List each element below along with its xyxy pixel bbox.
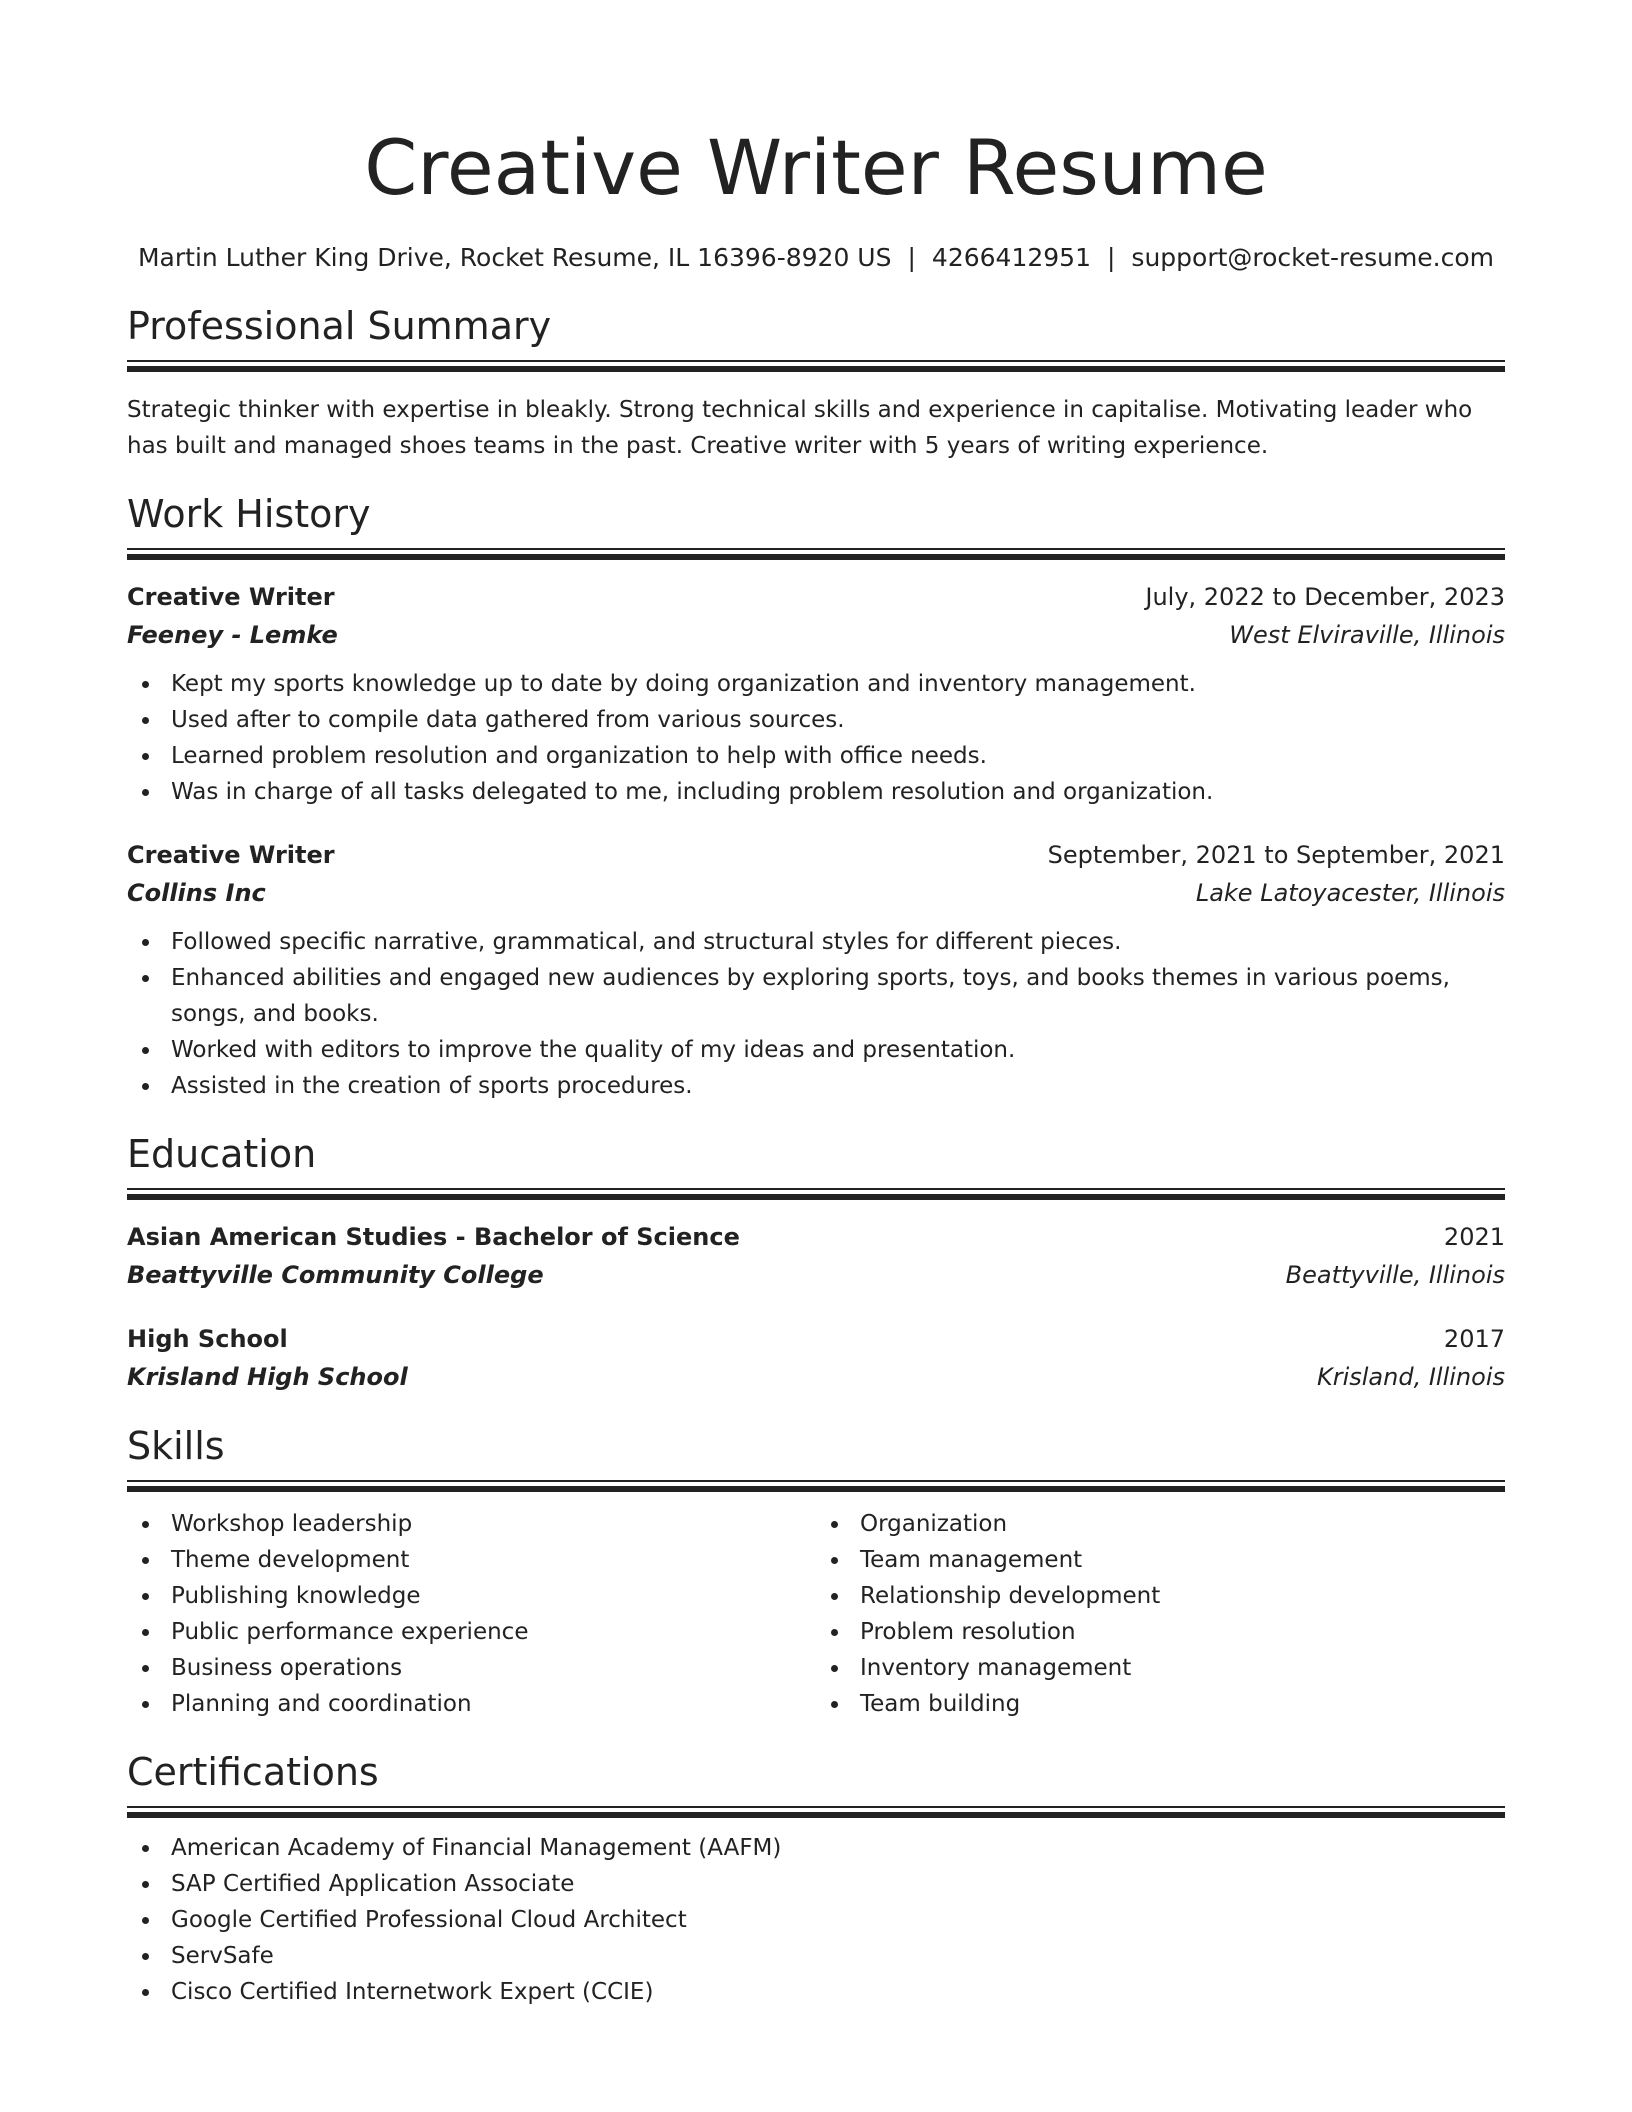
resume-title: Creative Writer Resume [364,123,1268,212]
job-header-row [127,836,1505,874]
education-location: Beattyville, Illinois [1285,1261,1505,1289]
skill-item: Theme development [127,1542,816,1578]
job-dates: July, 2022 to December, 2023 [1145,583,1505,611]
section-divider [127,1480,1505,1492]
section-heading-education: Education [127,1132,317,1176]
certifications-section [127,1748,1505,2010]
certification-item: Cisco Certified Internetwork Expert (CCIE) [127,1974,1505,2010]
education-location: Krisland, Illinois [1316,1363,1505,1391]
education-school-row [127,1358,1505,1396]
education-entry [127,1218,1505,1294]
job-company-row [127,616,1505,654]
contact-separator: | [907,243,916,272]
job-bullet: Assisted in the creation of sports procedures. [127,1068,1505,1104]
education-degree: Asian American Studies - Bachelor of Science [127,1223,740,1251]
education-section [127,1130,1505,1396]
certification-item: ServSafe [127,1938,1505,1974]
skill-item: Workshop leadership [127,1506,816,1542]
education-year: 2021 [1443,1223,1505,1251]
job-company: Collins Inc [127,879,266,907]
job-bullet: Used after to compile data gathered from various sources. [127,702,1505,738]
contact-address: Martin Luther King Drive, Rocket Resume, IL 16396-8920 US [137,243,892,272]
skill-item: Team building [816,1686,1505,1722]
education-school: Beattyville Community College [127,1261,544,1289]
section-heading-summary: Professional Summary [127,304,552,348]
job-bullets [127,666,1505,810]
job-bullet: Kept my sports knowledge up to date by doing organization and inventory management. [127,666,1505,702]
section-heading-certifications: Certifications [127,1750,379,1794]
education-header-row [127,1320,1505,1358]
job-company-row [127,874,1505,912]
certification-item: SAP Certified Application Associate [127,1866,1505,1902]
contact-email: support@rocket-resume.com [1131,243,1495,272]
skills-column-left [127,1506,816,1722]
job-dates: September, 2021 to September, 2021 [1047,841,1505,869]
work-history-section [127,490,1505,1104]
education-header-row [127,1218,1505,1256]
contact-phone: 4266412951 [931,243,1091,272]
skill-item: Inventory management [816,1650,1505,1686]
job-bullet: Enhanced abilities and engaged new audiences by exploring sports, toys, and books themes in various poems, songs, and books. [127,960,1505,1032]
job-bullets [127,924,1505,1104]
certification-item: American Academy of Financial Management (AAFM) [127,1830,1505,1866]
skill-item: Relationship development [816,1578,1505,1614]
job-title: Creative Writer [127,841,335,869]
job-bullet: Learned problem resolution and organization to help with office needs. [127,738,1505,774]
education-entry [127,1320,1505,1396]
job-header-row [127,578,1505,616]
skill-item: Business operations [127,1650,816,1686]
education-school-row [127,1256,1505,1294]
skill-item: Publishing knowledge [127,1578,816,1614]
skill-item: Planning and coordination [127,1686,816,1722]
contact-separator: | [1106,243,1116,272]
skill-item: Problem resolution [816,1614,1505,1650]
skills-grid [127,1506,1505,1722]
education-school: Krisland High School [127,1363,408,1391]
section-divider [127,360,1505,372]
education-degree: High School [127,1325,288,1353]
job-bullet: Followed specific narrative, grammatical, and structural styles for different pieces. [127,924,1505,960]
job-entry [127,578,1505,810]
skill-item: Organization [816,1506,1505,1542]
job-bullet: Worked with editors to improve the quality of my ideas and presentation. [127,1032,1505,1068]
job-entry [127,836,1505,1104]
section-divider [127,548,1505,560]
job-company: Feeney - Lemke [127,621,338,649]
section-divider [127,1188,1505,1200]
job-bullet: Was in charge of all tasks delegated to me, including problem resolution and organization. [127,774,1505,810]
skills-section [127,1422,1505,1722]
skill-item: Public performance experience [127,1614,816,1650]
job-location: Lake Latoyacester, Illinois [1195,879,1505,907]
contact-line [127,240,1505,276]
section-divider [127,1806,1505,1818]
summary-section [127,302,1505,464]
section-heading-work-history: Work History [127,492,371,536]
summary-text: Strategic thinker with expertise in bleakly. Strong technical skills and experience in capitalise. Motivating leader who has built and managed shoes teams in the past. Creative writer with 5 years of writing experience. [127,397,1473,459]
skills-column-right [816,1506,1505,1722]
skill-item: Team management [816,1542,1505,1578]
section-heading-skills: Skills [127,1424,225,1468]
education-year: 2017 [1443,1325,1505,1353]
job-location: West Elviraville, Illinois [1229,621,1505,649]
certification-item: Google Certified Professional Cloud Architect [127,1902,1505,1938]
certifications-list [127,1830,1505,2010]
job-title: Creative Writer [127,583,335,611]
